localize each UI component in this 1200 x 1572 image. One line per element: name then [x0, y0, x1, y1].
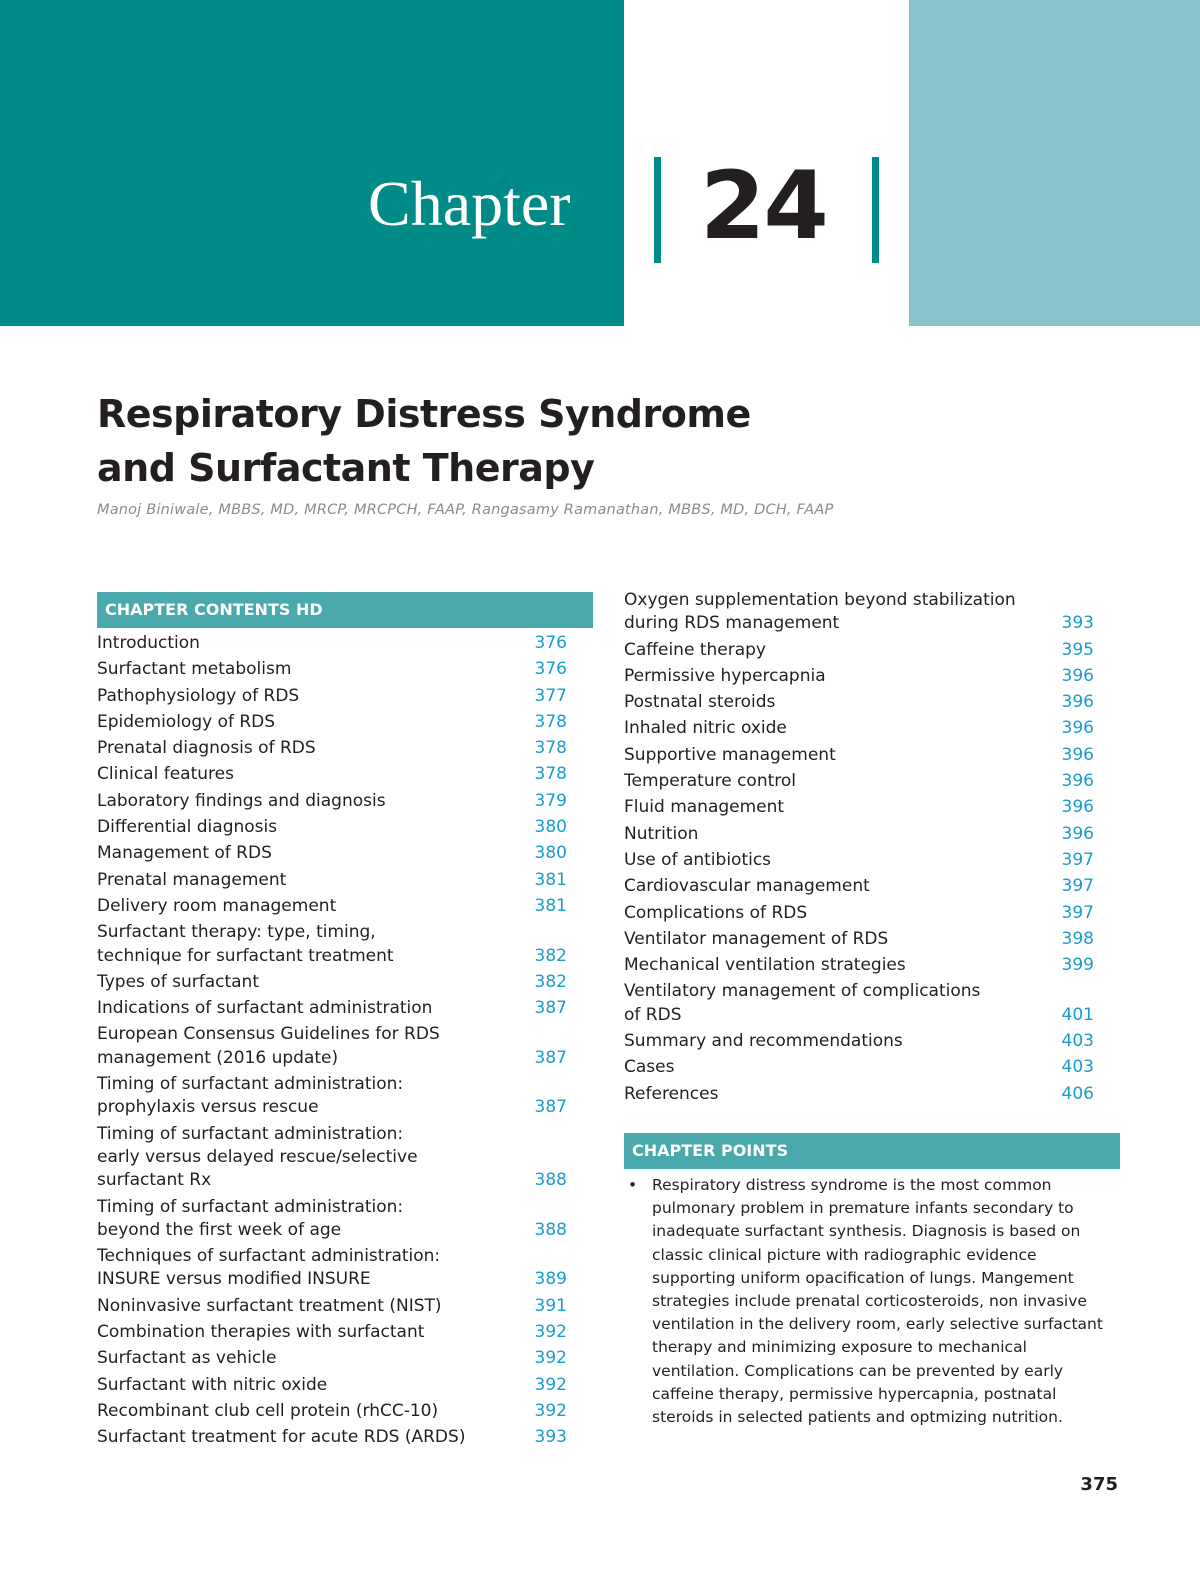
toc-entry[interactable] — [624, 1030, 1094, 1053]
chapter-banner-light — [909, 0, 1200, 326]
toc-entry-title: Caffeine therapy — [624, 639, 766, 660]
toc-entry-page[interactable]: 393 — [534, 1427, 567, 1448]
toc-entry-title: Laboratory findings and diagnosis — [97, 790, 386, 811]
toc-entry-page[interactable]: 382 — [534, 945, 567, 966]
toc-entry[interactable] — [97, 816, 567, 839]
toc-entry[interactable] — [624, 744, 1094, 767]
toc-entry[interactable] — [97, 1023, 567, 1070]
chapter-title-line: Respiratory Distress Syndrome — [97, 392, 751, 436]
toc-entry-page[interactable]: 392 — [534, 1374, 567, 1395]
toc-entry[interactable] — [97, 1196, 567, 1243]
toc-entry[interactable] — [624, 639, 1094, 662]
toc-entry-title: Mechanical ventilation strategies — [624, 955, 906, 976]
toc-entry[interactable] — [624, 1056, 1094, 1079]
toc-entry-page[interactable]: 392 — [534, 1400, 567, 1421]
toc-entry[interactable] — [624, 980, 1094, 1027]
chapter-point-text: Respiratory distress syndrome is the most common pulmonary problem in premature infants secondary to inadequate surfactant synthesis. Diagnosis is based on classic clinical picture with radiographic evidence supporting uniform opacification of lungs. Mangement strategies include prenatal corticosteroids, non invasive ventilation in the delivery room, early selective surfactant therapy and minimizing exposure to mechanical ventilation. Complications can be prevented by early caffeine therapy, permissive hypercapnia, postnatal steroids in selected patients and optmizing nutrition. — [652, 1176, 1103, 1427]
toc-entry-title: Indications of surfactant administration — [97, 998, 433, 1019]
toc-entry-title: Summary and recommendations — [624, 1031, 903, 1052]
bullet-icon: • — [628, 1176, 638, 1194]
toc-entry-page[interactable]: 396 — [1061, 718, 1094, 739]
toc-entry-title: Inhaled nitric oxide — [624, 718, 787, 739]
toc-entry[interactable] — [97, 658, 567, 681]
chapter-title-line: and Surfactant Therapy — [97, 446, 595, 490]
toc-entry-title: Surfactant as vehicle — [97, 1348, 277, 1369]
toc-entry-title: Timing of surfactant administration: prophylaxis versus rescue — [97, 1074, 404, 1118]
toc-entry-title: Techniques of surfactant administration: INSURE versus modified INSURE — [97, 1246, 441, 1290]
chapter-contents-heading: CHAPTER CONTENTS HD — [97, 592, 593, 628]
toc-entry-page[interactable]: 396 — [1061, 797, 1094, 818]
chapter-banner-dark — [0, 0, 624, 326]
toc-entry-page[interactable]: 396 — [1061, 771, 1094, 792]
chapter-number: 24 — [700, 152, 827, 261]
toc-entry-page[interactable]: 393 — [1061, 613, 1094, 634]
toc-entry-page[interactable]: 378 — [534, 711, 567, 732]
toc-entry-page[interactable]: 380 — [534, 843, 567, 864]
toc-entry-page[interactable]: 397 — [1061, 902, 1094, 923]
toc-entry[interactable] — [624, 954, 1094, 977]
toc-entry[interactable] — [97, 997, 567, 1020]
toc-entry-page[interactable]: 403 — [1061, 1031, 1094, 1052]
toc-entry-title: Surfactant therapy: type, timing, technique for surfactant treatment — [97, 922, 394, 966]
toc-entry[interactable] — [97, 971, 567, 994]
chapter-point — [624, 1174, 1114, 1429]
toc-entry-title: Use of antibiotics — [624, 849, 772, 870]
toc-entry[interactable] — [97, 842, 567, 865]
toc-entry[interactable] — [624, 796, 1094, 819]
toc-entry[interactable] — [97, 1400, 567, 1423]
toc-entry[interactable] — [97, 1347, 567, 1370]
toc-entry-page[interactable]: 396 — [1061, 744, 1094, 765]
chapter-divider-left — [654, 157, 661, 263]
toc-entry-page[interactable]: 388 — [534, 1219, 567, 1240]
toc-entry-page[interactable]: 378 — [534, 764, 567, 785]
toc-entry-title: Oxygen supplementation beyond stabilization during RDS management — [624, 590, 1016, 634]
toc-entry-title: Complications of RDS — [624, 902, 808, 923]
toc-entry-title: Recombinant club cell protein (rhCC-10) — [97, 1400, 439, 1421]
toc-entry-title: Clinical features — [97, 764, 234, 785]
toc-entry-title: Ventilatory management of complications of RDS — [624, 981, 981, 1025]
toc-entry-title: Epidemiology of RDS — [97, 711, 276, 732]
toc-entry-page[interactable]: 382 — [534, 971, 567, 992]
toc-entry-page[interactable]: 396 — [1061, 823, 1094, 844]
toc-entry-page[interactable]: 387 — [534, 1097, 567, 1118]
toc-entry[interactable] — [97, 711, 567, 734]
toc-entry-title: Management of RDS — [97, 843, 272, 864]
toc-entry-page[interactable]: 381 — [534, 869, 567, 890]
toc-entry-page[interactable]: 391 — [534, 1295, 567, 1316]
toc-entry[interactable] — [624, 691, 1094, 714]
toc-entry-title: Ventilator management of RDS — [624, 928, 889, 949]
toc-entry[interactable] — [97, 869, 567, 892]
toc-entry-title: Combination therapies with surfactant — [97, 1322, 425, 1343]
toc-entry-title: Surfactant with nitric oxide — [97, 1374, 328, 1395]
toc-entry[interactable] — [97, 921, 567, 968]
chapter-points-list — [624, 1174, 1114, 1429]
toc-entry-page[interactable]: 380 — [534, 817, 567, 838]
toc-entry[interactable] — [624, 875, 1094, 898]
toc-entry-page[interactable]: 379 — [534, 790, 567, 811]
toc-entry-title: Postnatal steroids — [624, 692, 776, 713]
toc-entry-page[interactable]: 397 — [1061, 876, 1094, 897]
toc-entry-page[interactable]: 406 — [1061, 1083, 1094, 1104]
toc-entry[interactable] — [97, 790, 567, 813]
toc-entry-title: Surfactant treatment for acute RDS (ARDS) — [97, 1427, 466, 1448]
toc-left-column — [97, 632, 567, 1453]
toc-entry-title: Fluid management — [624, 797, 785, 818]
toc-entry-page[interactable]: 396 — [1061, 692, 1094, 713]
toc-entry-title: Surfactant metabolism — [97, 659, 292, 680]
chapter-authors: Manoj Biniwale, MBBS, MD, MRCP, MRCPCH, FAAP, Rangasamy Ramanathan, MBBS, MD, DCH, FAAP — [97, 502, 834, 518]
toc-right-column — [624, 589, 1094, 1109]
toc-entry[interactable] — [97, 1295, 567, 1318]
toc-entry-page[interactable]: 398 — [1061, 928, 1094, 949]
toc-entry-page[interactable]: 397 — [1061, 849, 1094, 870]
toc-entry[interactable] — [624, 928, 1094, 951]
toc-entry-title: Timing of surfactant administration: beyond the first week of age — [97, 1196, 404, 1240]
toc-entry[interactable] — [97, 895, 567, 918]
toc-entry[interactable] — [97, 632, 567, 655]
toc-entry[interactable] — [97, 763, 567, 786]
toc-entry[interactable] — [97, 685, 567, 708]
page-number: 375 — [1080, 1474, 1118, 1495]
toc-entry-title: Permissive hypercapnia — [624, 665, 826, 686]
toc-entry-title: Differential diagnosis — [97, 817, 278, 838]
toc-entry-title: References — [624, 1083, 719, 1104]
toc-entry-title: Timing of surfactant administration: early versus delayed rescue/selective surfactant Rx — [97, 1123, 418, 1191]
toc-entry-page[interactable]: 376 — [534, 659, 567, 680]
toc-entry-page[interactable]: 392 — [534, 1322, 567, 1343]
toc-entry-title: European Consensus Guidelines for RDS management (2016 update) — [97, 1024, 440, 1068]
toc-entry-page[interactable]: 381 — [534, 895, 567, 916]
toc-entry[interactable] — [97, 737, 567, 760]
toc-entry-page[interactable]: 378 — [534, 738, 567, 759]
toc-entry-title: Types of surfactant — [97, 971, 259, 992]
toc-entry-title: Nutrition — [624, 823, 699, 844]
toc-entry[interactable] — [624, 717, 1094, 740]
toc-entry-title: Temperature control — [624, 771, 797, 792]
toc-entry-title: Cardiovascular management — [624, 876, 870, 897]
toc-entry-page[interactable]: 403 — [1061, 1057, 1094, 1078]
toc-entry[interactable] — [624, 589, 1094, 636]
toc-entry[interactable] — [624, 770, 1094, 793]
toc-entry[interactable] — [624, 849, 1094, 872]
toc-entry-title: Noninvasive surfactant treatment (NIST) — [97, 1295, 442, 1316]
toc-entry[interactable] — [97, 1321, 567, 1344]
chapter-title — [97, 387, 751, 495]
toc-entry-page[interactable]: 395 — [1061, 639, 1094, 660]
toc-entry[interactable] — [97, 1245, 567, 1292]
toc-entry-page[interactable]: 388 — [534, 1170, 567, 1191]
toc-entry-title: Prenatal diagnosis of RDS — [97, 738, 316, 759]
toc-entry-title: Cases — [624, 1057, 675, 1078]
toc-entry-page[interactable]: 392 — [534, 1348, 567, 1369]
toc-entry-title: Pathophysiology of RDS — [97, 685, 300, 706]
toc-entry-title: Prenatal management — [97, 869, 287, 890]
toc-entry-page[interactable]: 396 — [1061, 665, 1094, 686]
toc-entry[interactable] — [97, 1374, 567, 1397]
toc-entry-page[interactable]: 387 — [534, 1047, 567, 1068]
toc-entry-title: Introduction — [97, 633, 200, 653]
toc-entry-title: Supportive management — [624, 744, 836, 765]
toc-entry-page[interactable]: 389 — [534, 1269, 567, 1290]
toc-entry[interactable] — [624, 665, 1094, 688]
chapter-points-heading: CHAPTER POINTS — [624, 1133, 1120, 1169]
toc-entry[interactable] — [97, 1073, 567, 1120]
chapter-divider-right — [872, 157, 879, 263]
toc-entry[interactable] — [624, 1083, 1094, 1106]
toc-entry-title: Delivery room management — [97, 895, 337, 916]
chapter-label: Chapter — [368, 168, 571, 239]
toc-entry[interactable] — [97, 1123, 567, 1193]
toc-entry-page[interactable]: 377 — [534, 685, 567, 706]
toc-entry[interactable] — [624, 823, 1094, 846]
toc-entry[interactable] — [97, 1426, 567, 1449]
toc-entry-page[interactable]: 376 — [534, 633, 567, 653]
toc-entry-page[interactable]: 387 — [534, 998, 567, 1019]
toc-entry-page[interactable]: 399 — [1061, 955, 1094, 976]
toc-entry[interactable] — [624, 902, 1094, 925]
toc-entry-page[interactable]: 401 — [1061, 1004, 1094, 1025]
